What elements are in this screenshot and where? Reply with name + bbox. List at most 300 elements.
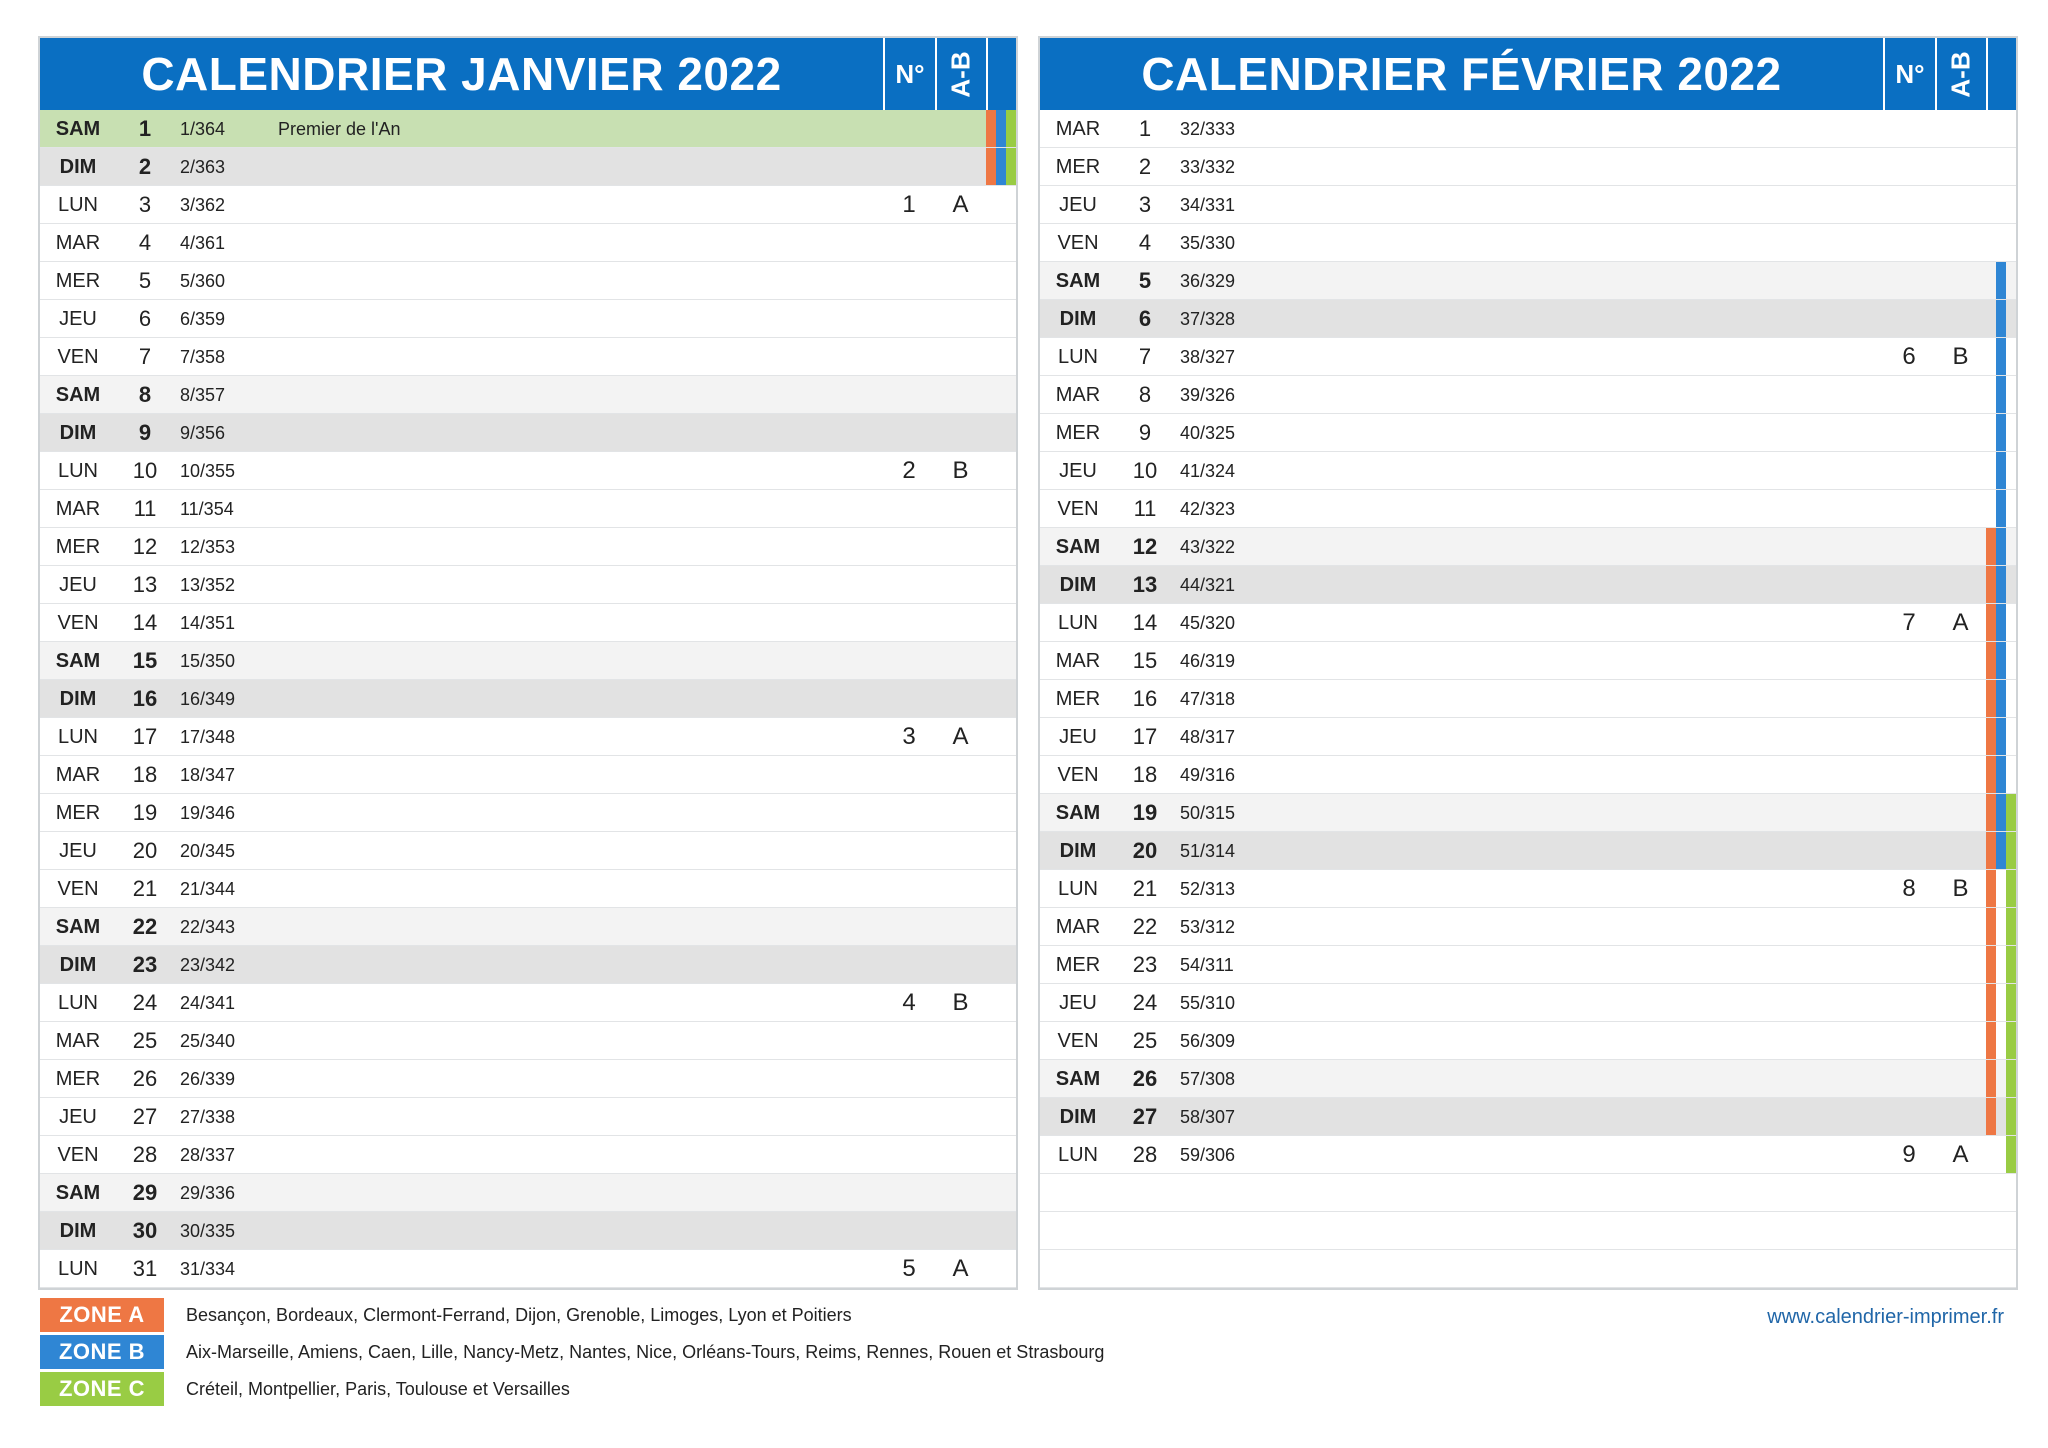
day-of-year: 28/337 (180, 1145, 236, 1165)
day-number: 2 (1138, 154, 1152, 179)
empty-row (1040, 1174, 2016, 1212)
day-row (40, 110, 1016, 148)
day-of-year: 59/306 (1180, 1145, 1236, 1165)
day-of-year: 4/361 (180, 233, 226, 253)
week-number: 2 (902, 457, 916, 484)
day-row (40, 1212, 1016, 1250)
zone-a-cities: Besançon, Bordeaux, Clermont-Ferrand, Dijon, Grenoble, Limoges, Lyon et Poitiers (186, 1305, 852, 1325)
day-number: 12 (132, 534, 158, 559)
day-row (40, 452, 1016, 490)
zone-a-holiday-bar (1986, 680, 1996, 717)
day-of-year: 31/334 (180, 1259, 236, 1279)
zone-b-holiday-bar (1996, 414, 2006, 451)
calendar-february (1038, 36, 2018, 1290)
day-number: 13 (132, 572, 158, 597)
day-of-week: LUN (1057, 1144, 1098, 1166)
day-row (1040, 490, 2016, 528)
day-row (40, 338, 1016, 376)
day-number: 7 (138, 344, 152, 369)
day-row (1040, 452, 2016, 490)
zone-b-holiday-bar (1996, 376, 2006, 413)
day-of-year: 5/360 (180, 271, 226, 291)
day-number: 17 (132, 724, 158, 749)
day-of-year: 55/310 (1180, 993, 1236, 1013)
day-row (40, 186, 1016, 224)
day-of-year: 38/327 (1180, 347, 1236, 367)
day-row (1040, 832, 2016, 870)
day-row (40, 224, 1016, 262)
day-row (40, 718, 1016, 756)
day-of-year: 46/319 (1180, 651, 1236, 671)
day-row (1040, 794, 2016, 832)
day-rows (40, 110, 1016, 1288)
day-number: 26 (132, 1066, 158, 1091)
day-of-week: JEU (59, 840, 97, 862)
day-number: 10 (132, 458, 158, 483)
day-row (1040, 718, 2016, 756)
day-of-week: SAM (55, 916, 101, 938)
day-of-year: 30/335 (180, 1221, 236, 1241)
zone-b-holiday-bar (1996, 832, 2006, 869)
day-of-week: JEU (1059, 460, 1097, 482)
week-number: 4 (902, 989, 916, 1016)
day-row (1040, 338, 2016, 376)
zone-b-holiday-bar (1996, 490, 2006, 527)
day-number: 27 (132, 1104, 158, 1129)
day-of-week: JEU (59, 574, 97, 596)
day-row (1040, 604, 2016, 642)
day-of-week: DIM (1059, 574, 1097, 596)
day-number: 23 (1132, 952, 1158, 977)
day-number: 3 (138, 192, 152, 217)
day-number: 14 (1132, 610, 1158, 635)
week-ab: A (1952, 1141, 1969, 1168)
day-of-year: 48/317 (1180, 727, 1236, 747)
week-ab: B (1952, 343, 1969, 370)
day-of-week: SAM (1055, 536, 1101, 558)
zone-c-holiday-bar (2006, 1060, 2016, 1097)
day-of-week: JEU (1059, 992, 1097, 1014)
day-of-year: 3/362 (180, 195, 226, 215)
day-of-week: MER (1055, 422, 1101, 444)
zone-b-cities: Aix-Marseille, Amiens, Caen, Lille, Nancy-Metz, Nantes, Nice, Orléans-Tours, Reims, Rennes, Rouen et Strasbourg (186, 1342, 1105, 1362)
calendar-header (1040, 38, 2016, 110)
week-ab: A (952, 723, 969, 750)
day-number: 4 (138, 230, 152, 255)
zone-b-holiday-bar (1996, 566, 2006, 603)
empty-row (1040, 1250, 2016, 1288)
day-row (40, 1098, 1016, 1136)
day-of-week: MER (55, 1068, 101, 1090)
day-number: 16 (1132, 686, 1158, 711)
day-of-week: LUN (1057, 346, 1098, 368)
day-of-week: MER (55, 270, 101, 292)
day-of-year: 16/349 (180, 689, 236, 709)
day-of-week: MAR (55, 498, 101, 520)
zone-b-holiday-bar (1996, 756, 2006, 793)
day-number: 8 (138, 382, 152, 407)
week-ab: A (952, 191, 969, 218)
day-number: 9 (138, 420, 152, 445)
day-of-week: MAR (1055, 916, 1101, 938)
zone-c-holiday-bar (1006, 148, 1016, 185)
day-of-year: 43/322 (1180, 537, 1236, 557)
day-number: 15 (132, 648, 158, 673)
day-of-year: 26/339 (180, 1069, 236, 1089)
day-of-week: DIM (59, 156, 97, 178)
day-number: 11 (133, 496, 157, 521)
day-of-week: MER (1055, 954, 1101, 976)
week-ab-header: A-B (1935, 38, 1986, 110)
day-of-week: SAM (1055, 802, 1101, 824)
day-number: 16 (132, 686, 158, 711)
zone-a-holiday-bar (1986, 718, 1996, 755)
day-of-year: 15/350 (180, 651, 236, 671)
zone-b-holiday-bar (1996, 262, 2006, 299)
day-number: 21 (132, 876, 158, 901)
day-of-year: 56/309 (1180, 1031, 1236, 1051)
day-number: 30 (132, 1218, 158, 1243)
zone-a-holiday-bar (1986, 870, 1996, 907)
zone-c-holiday-bar (2006, 832, 2016, 869)
day-of-year: 17/348 (180, 727, 236, 747)
day-of-year: 23/342 (180, 955, 236, 975)
week-number-header: N° (1883, 38, 1935, 110)
day-number: 18 (132, 762, 158, 787)
day-row (40, 756, 1016, 794)
calendar-january (38, 36, 1018, 1290)
day-of-year: 44/321 (1180, 575, 1236, 595)
day-number: 23 (132, 952, 158, 977)
day-number: 28 (132, 1142, 158, 1167)
day-of-year: 49/316 (1180, 765, 1236, 785)
zone-b-holiday-bar (1996, 604, 2006, 641)
zone-a-holiday-bar (1986, 528, 1996, 565)
day-row (1040, 680, 2016, 718)
day-number: 1 (138, 116, 152, 141)
day-row (1040, 186, 2016, 224)
day-number: 31 (132, 1256, 158, 1281)
day-number: 21 (1132, 876, 1158, 901)
day-number: 13 (1132, 572, 1158, 597)
day-of-year: 22/343 (180, 917, 236, 937)
zone-c-holiday-bar (2006, 1022, 2016, 1059)
day-of-year: 2/363 (180, 157, 226, 177)
day-number: 18 (1132, 762, 1158, 787)
day-of-year: 7/358 (180, 347, 226, 367)
day-of-week: LUN (57, 992, 98, 1014)
day-of-week: LUN (57, 1258, 98, 1280)
zone-b-holiday-bar (1996, 338, 2006, 375)
day-of-week: LUN (1057, 878, 1098, 900)
zone-b-holiday-bar (1996, 794, 2006, 831)
zone-c-holiday-bar (2006, 984, 2016, 1021)
day-of-week: MAR (55, 1030, 101, 1052)
week-ab: B (952, 989, 969, 1016)
day-of-week: SAM (55, 650, 101, 672)
day-row (40, 604, 1016, 642)
day-row (1040, 756, 2016, 794)
holiday-name: Premier de l'An (278, 119, 401, 139)
day-of-week: JEU (1059, 726, 1097, 748)
day-number: 25 (1132, 1028, 1158, 1053)
day-row (1040, 376, 2016, 414)
day-of-year: 58/307 (1180, 1107, 1236, 1127)
day-row (1040, 148, 2016, 186)
day-number: 29 (132, 1180, 158, 1205)
day-of-year: 12/353 (180, 537, 236, 557)
day-row (40, 984, 1016, 1022)
day-of-week: VEN (57, 1144, 99, 1166)
zone-b-holiday-bar (1996, 680, 2006, 717)
day-number: 14 (132, 610, 158, 635)
day-row (40, 908, 1016, 946)
zone-a-holiday-bar (1986, 604, 1996, 641)
website-link[interactable]: www.calendrier-imprimer.fr (1767, 1306, 2004, 1328)
day-of-year: 11/354 (180, 499, 234, 519)
day-of-year: 45/320 (1180, 613, 1236, 633)
day-row (1040, 566, 2016, 604)
day-row (40, 1174, 1016, 1212)
day-number: 20 (1132, 838, 1158, 863)
day-of-week: JEU (59, 1106, 97, 1128)
day-row (1040, 1136, 2016, 1174)
day-of-year: 37/328 (1180, 309, 1236, 329)
day-of-year: 6/359 (180, 309, 226, 329)
day-of-week: LUN (57, 460, 98, 482)
day-row (1040, 946, 2016, 984)
day-of-week: VEN (57, 612, 99, 634)
zone-a-holiday-bar (1986, 794, 1996, 831)
day-number: 2 (138, 154, 152, 179)
week-ab-header: A-B (935, 38, 986, 110)
zone-b-holiday-bar (1996, 300, 2006, 337)
day-number: 3 (1138, 192, 1152, 217)
week-number: 9 (1902, 1141, 1916, 1168)
zone-b-holiday-bar (1996, 528, 2006, 565)
zone-a-badge: ZONE A (40, 1298, 164, 1332)
day-of-year: 29/336 (180, 1183, 236, 1203)
day-row (40, 148, 1016, 186)
calendar-title: CALENDRIER FÉVRIER 2022 (1141, 48, 1782, 100)
empty-row (1040, 1212, 2016, 1250)
week-number: 6 (1902, 343, 1916, 370)
week-number: 8 (1902, 875, 1916, 902)
day-row (40, 680, 1016, 718)
day-number: 24 (1132, 990, 1158, 1015)
day-number: 5 (138, 268, 152, 293)
day-of-week: VEN (57, 878, 99, 900)
day-number: 12 (1132, 534, 1158, 559)
day-number: 10 (1132, 458, 1158, 483)
day-row (40, 642, 1016, 680)
day-of-year: 54/311 (1180, 955, 1234, 975)
calendar-title: CALENDRIER JANVIER 2022 (141, 48, 782, 100)
day-of-year: 35/330 (1180, 233, 1236, 253)
day-row (1040, 908, 2016, 946)
day-number: 5 (1138, 268, 1152, 293)
day-of-year: 9/356 (180, 423, 226, 443)
day-number: 6 (138, 306, 152, 331)
zone-b-holiday-bar (1996, 452, 2006, 489)
day-row (1040, 642, 2016, 680)
day-number: 17 (1132, 724, 1158, 749)
day-of-year: 41/324 (1180, 461, 1236, 481)
day-of-year: 32/333 (1180, 119, 1236, 139)
zone-c-holiday-bar (1006, 110, 1016, 147)
day-number: 1 (1138, 116, 1152, 141)
day-of-year: 14/351 (180, 613, 236, 633)
day-row (1040, 1098, 2016, 1136)
day-row (40, 794, 1016, 832)
day-number: 7 (1138, 344, 1152, 369)
day-number: 27 (1132, 1104, 1158, 1129)
day-number: 9 (1138, 420, 1152, 445)
day-of-week: JEU (59, 308, 97, 330)
day-of-week: MER (55, 536, 101, 558)
day-number: 11 (1133, 496, 1157, 521)
week-ab: B (952, 457, 969, 484)
day-of-week: DIM (1059, 1106, 1097, 1128)
day-of-year: 34/331 (1180, 195, 1236, 215)
day-of-week: JEU (1059, 194, 1097, 216)
zone-c-cities: Créteil, Montpellier, Paris, Toulouse et Versailles (186, 1379, 570, 1399)
day-number: 6 (1138, 306, 1152, 331)
day-number: 19 (1132, 800, 1158, 825)
day-of-week: VEN (1057, 764, 1099, 786)
calendar-header (40, 38, 1016, 110)
day-row (40, 946, 1016, 984)
day-row (1040, 528, 2016, 566)
zone-a-holiday-bar (986, 148, 996, 185)
day-of-year: 21/344 (180, 879, 236, 899)
day-of-year: 53/312 (1180, 917, 1236, 937)
day-row (1040, 262, 2016, 300)
day-of-week: DIM (1059, 840, 1097, 862)
zone-a-holiday-bar (1986, 832, 1996, 869)
day-row (40, 262, 1016, 300)
week-ab: A (952, 1255, 969, 1282)
day-of-year: 27/338 (180, 1107, 236, 1127)
zones-header (986, 38, 1016, 110)
day-of-week: VEN (1057, 232, 1099, 254)
zone-a-holiday-bar (1986, 1022, 1996, 1059)
week-number: 3 (902, 723, 916, 750)
day-number: 20 (132, 838, 158, 863)
day-number: 8 (1138, 382, 1152, 407)
day-of-year: 19/346 (180, 803, 236, 823)
day-row (40, 1022, 1016, 1060)
day-of-week: DIM (59, 688, 97, 710)
zone-b-badge: ZONE B (40, 1335, 164, 1369)
day-of-week: SAM (55, 384, 101, 406)
day-of-year: 1/364 (180, 119, 226, 139)
day-of-year: 13/352 (180, 575, 236, 595)
zone-a-holiday-bar (1986, 946, 1996, 983)
day-of-week: SAM (55, 118, 101, 140)
zone-a-holiday-bar (1986, 1098, 1996, 1135)
day-row (1040, 224, 2016, 262)
day-of-week: VEN (57, 346, 99, 368)
zone-a-holiday-bar (1986, 566, 1996, 603)
week-ab: A (1952, 609, 1969, 636)
zone-a-holiday-bar (986, 110, 996, 147)
day-of-year: 36/329 (1180, 271, 1236, 291)
zone-c-holiday-bar (2006, 946, 2016, 983)
day-row (40, 528, 1016, 566)
zone-a-holiday-bar (1986, 908, 1996, 945)
day-row (1040, 1022, 2016, 1060)
zone-b-holiday-bar (996, 110, 1006, 147)
zone-a-holiday-bar (1986, 642, 1996, 679)
day-of-week: DIM (1059, 308, 1097, 330)
day-of-week: MAR (1055, 118, 1101, 140)
zone-b-holiday-bar (1996, 718, 2006, 755)
zone-c-holiday-bar (2006, 908, 2016, 945)
day-of-year: 52/313 (1180, 879, 1236, 899)
day-of-year: 25/340 (180, 1031, 236, 1051)
zone-c-holiday-bar (2006, 794, 2016, 831)
day-of-week: LUN (57, 194, 98, 216)
day-of-week: MAR (55, 764, 101, 786)
day-of-week: VEN (1057, 498, 1099, 520)
day-of-week: SAM (1055, 1068, 1101, 1090)
day-number: 22 (1132, 914, 1158, 939)
day-row (1040, 1060, 2016, 1098)
day-of-week: MER (1055, 156, 1101, 178)
day-number: 19 (132, 800, 158, 825)
zone-a-holiday-bar (1986, 1060, 1996, 1097)
week-number-header: N° (883, 38, 935, 110)
day-of-year: 20/345 (180, 841, 236, 861)
day-of-week: DIM (59, 1220, 97, 1242)
zone-a-holiday-bar (1986, 984, 1996, 1021)
day-row (40, 832, 1016, 870)
day-row (40, 376, 1016, 414)
day-of-year: 42/323 (1180, 499, 1236, 519)
day-number: 24 (132, 990, 158, 1015)
day-row (40, 1250, 1016, 1288)
day-of-year: 47/318 (1180, 689, 1236, 709)
zone-a-holiday-bar (1986, 756, 1996, 793)
day-of-week: VEN (1057, 1030, 1099, 1052)
day-of-week: DIM (59, 422, 97, 444)
day-row (40, 490, 1016, 528)
day-number: 28 (1132, 1142, 1158, 1167)
day-of-year: 50/315 (1180, 803, 1236, 823)
day-of-year: 24/341 (180, 993, 236, 1013)
day-of-year: 33/332 (1180, 157, 1236, 177)
day-of-week: MAR (55, 232, 101, 254)
zone-c-holiday-bar (2006, 870, 2016, 907)
day-number: 15 (1132, 648, 1158, 673)
day-of-year: 39/326 (1180, 385, 1236, 405)
day-of-week: SAM (1055, 270, 1101, 292)
day-number: 25 (132, 1028, 158, 1053)
zone-b-holiday-bar (1996, 642, 2006, 679)
zone-b-holiday-bar (996, 148, 1006, 185)
day-row (40, 414, 1016, 452)
day-row (40, 1136, 1016, 1174)
day-of-week: MER (55, 802, 101, 824)
day-of-year: 51/314 (1180, 841, 1236, 861)
day-row (40, 870, 1016, 908)
day-row (1040, 870, 2016, 908)
day-of-year: 40/325 (1180, 423, 1236, 443)
day-of-year: 8/357 (180, 385, 226, 405)
day-row (1040, 300, 2016, 338)
day-of-week: MAR (1055, 384, 1101, 406)
